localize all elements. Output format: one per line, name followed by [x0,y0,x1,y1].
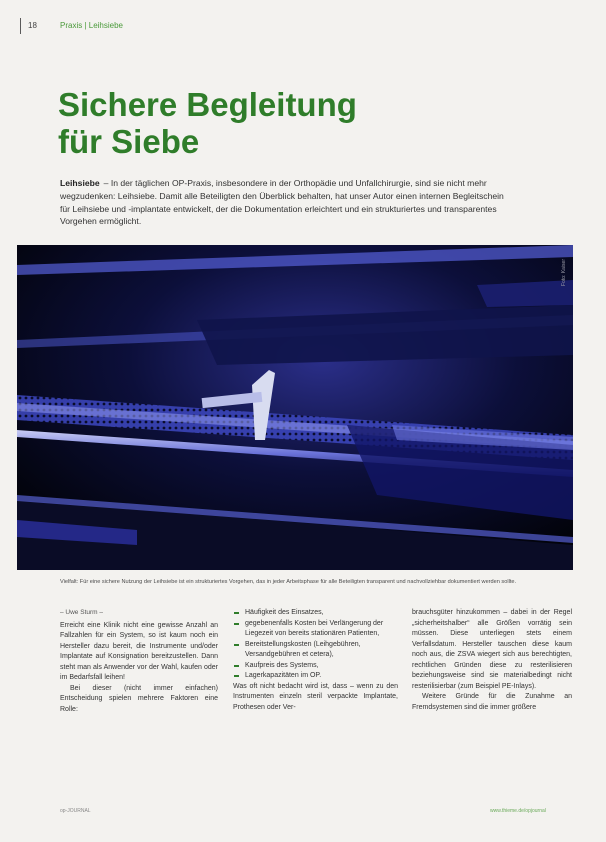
text-column-1 [60,608,218,715]
factor-list [233,608,398,682]
header-rule [20,18,21,34]
list-item: Häufigkeit des Einsatzes, [233,608,398,619]
photo-credit: Foto: Kaiser [561,259,567,286]
title-line-1: Sichere Begleitung [58,86,357,123]
article-intro [60,177,512,228]
paragraph: brauchsgüter hinzukommen – dabei in der Regel „sicherheitshalber“ alle Größen vorrätig sein müssen. Diese unterliegen stets einem Verfallsdatum. Hersteller tauschen diese kaum noch aus, die ZSVA wiegert sich aus berechtigten, rechtlichen Gründen diese zu resterilisieren beziehungsweise sind sie materialbedingt nicht resterilisierbar (zum Beispiel PE-Inlays). [412,609,572,690]
intro-text: – In der täglichen OP-Praxis, insbesondere in der Orthopädie und Unfallchirurgie, sind sie nicht mehr wegzudenken: Leihsiebe. Damit alle Beteiligten den Überblick behalten, hat unser Autor einen internen Begleitschein für Leihsiebe und -implantate entwickelt, der die Dokumentation erleichtert und ein strukturiertes und transparentes Vorgehen ermöglicht. [60,178,504,227]
section-label: Praxis | Leihsiebe [60,21,123,30]
page-number: 18 [28,21,37,30]
paragraph: Bei dieser (nicht immer einfachen) Entscheidung spielen mehrere Faktoren eine Rolle: [60,684,218,713]
footer-url: www.thieme.de/opjournal [490,808,546,814]
list-item: Kaufpreis des Systems, [233,661,398,672]
sterilization-rack-photo [17,245,573,570]
article-title [58,86,357,160]
paragraph: Weitere Gründe für die Zunahme an Fremdsystemen sind die immer größere [412,693,572,711]
text-column-2 [233,608,398,713]
title-line-2: für Siebe [58,123,200,160]
footer-journal: op-JOURNAL [60,808,91,814]
text-column-3 [412,608,572,713]
photo-caption: Vielfalt: Für eine sichere Nutzung der Leihsiebe ist ein strukturiertes Vorgehen, das in jeder Arbeitsphase für alle Beteiligten transparent und nachvollziehbar dokumentiert werden sollte. [60,579,517,585]
intro-keyword: Leihsiebe [60,178,100,188]
list-item: Lagerkapazitäten im OP. [233,671,398,682]
paragraph: Erreicht eine Klinik nicht eine gewisse Anzahl an Fallzahlen für ein System, so ist kaum noch ein Hersteller dazu bereit, die Instrumente und/oder Implantate auf Konsignation bereitzustellen. Dann steht man als Anwender vor der Wahl, kaufen oder im Bedarfsfall leihen! [60,621,218,681]
author-byline: – Uwe Sturm – [60,609,103,616]
list-item: gegebenenfalls Kosten bei Verlängerung der Liegezeit von bereits stationären Patienten, [233,619,398,640]
paragraph: Was oft nicht bedacht wird ist, dass – wenn zu den Instrumenten einzeln steril verpackte Implantate, Prothesen oder Ver- [233,682,398,711]
photo-illustration [17,245,573,570]
list-item: Bereitstellungskosten (Leihgebühren, Versandgebühren et cetera), [233,640,398,661]
